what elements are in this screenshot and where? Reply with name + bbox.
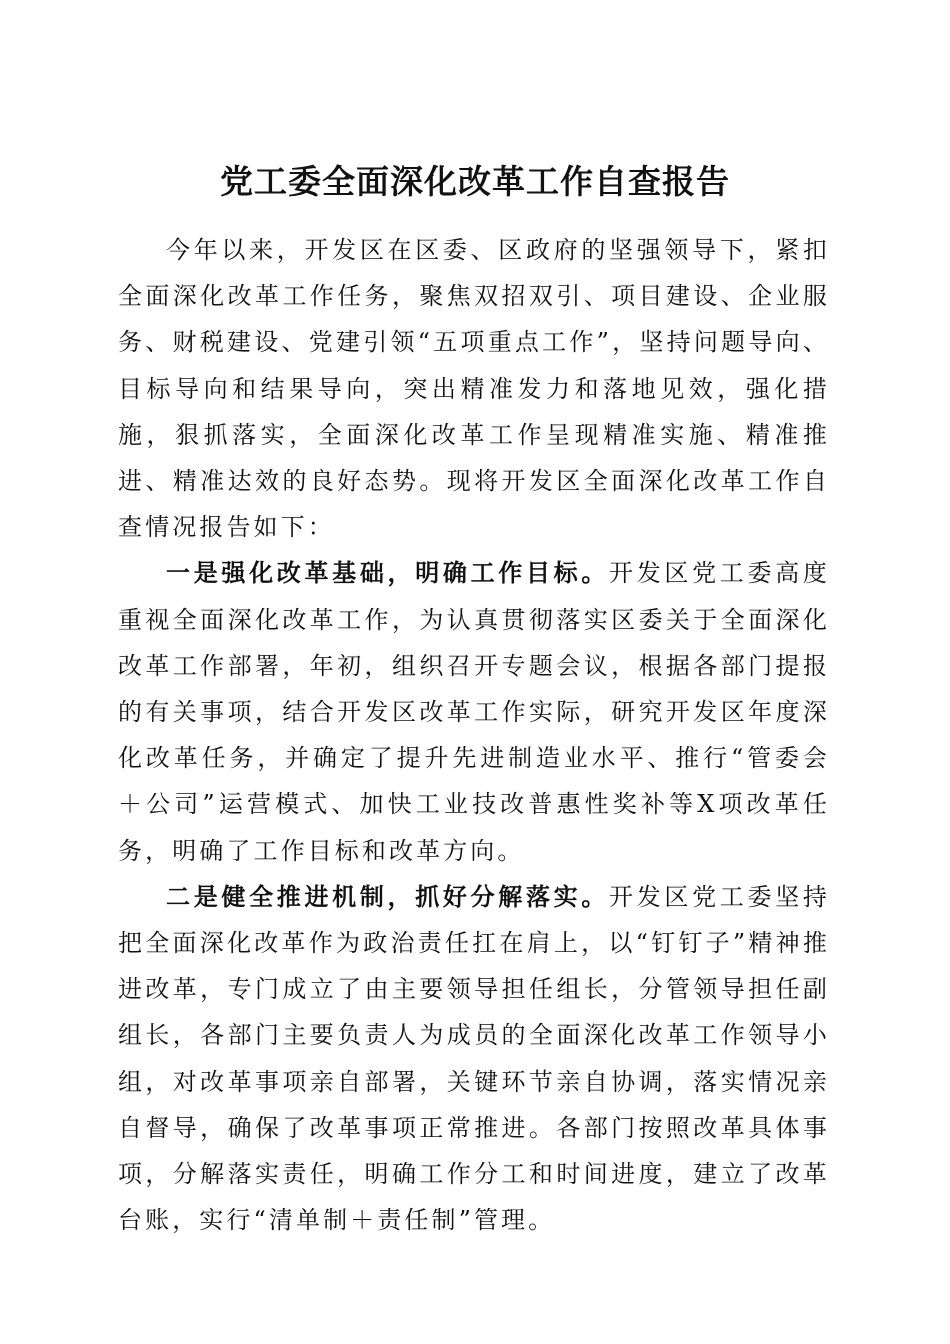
paragraph-point-one — [118, 550, 830, 873]
paragraph-text: 开发区党工委坚持把全面深化改革作为政治责任扛在肩上，以“钉钉子”精神推进改革，专门成立了由主要领导担任组长，分管领导担任副组长，各部门主要负责人为成员的全面深化改革工作领导小组，对改革事项亲自部署，关键环节亲自协调，落实情况亲自督导，确保了改革事项正常推进。各部门按照改革具体事项，分解落实责任，明确工作分工和时间进度，建立了改革台账，实行“清单制＋责任制”管理。 — [118, 882, 830, 1235]
document-title: 党工委全面深化改革工作自查报告 — [220, 162, 730, 202]
paragraph-lead: 一是强化改革基础，明确工作目标。 — [166, 558, 610, 588]
paragraph-intro — [118, 227, 830, 550]
paragraph-lead: 二是健全推进机制，抓好分解落实。 — [166, 881, 610, 911]
paragraph-text: 开发区党工委高度重视全面深化改革工作，为认真贯彻落实区委关于全面深化改革工作部署，年初，组织召开专题会议，根据各部门提报的有关事项，结合开发区改革工作实际，研究开发区年度深化改革任务，并确定了提升先进制造业水平、推行“管委会＋公司”运营模式、加快工业技改普惠性奖补等X项改革任务，明确了工作目标和改革方向。 — [118, 559, 830, 865]
paragraph-point-two — [118, 874, 830, 1244]
paragraph-text: 今年以来，开发区在区委、区政府的坚强领导下，紧扣全面深化改革工作任务，聚焦双招双引、项目建设、企业服务、财税建设、党建引领“五项重点工作”，坚持问题导向、目标导向和结果导向，突出精准发力和落地见效，强化措施，狠抓落实，全面深化改革工作呈现精准实施、精准推进、精准达效的良好态势。现将开发区全面深化改革工作自查情况报告如下： — [118, 236, 830, 542]
document-body — [118, 227, 830, 1243]
